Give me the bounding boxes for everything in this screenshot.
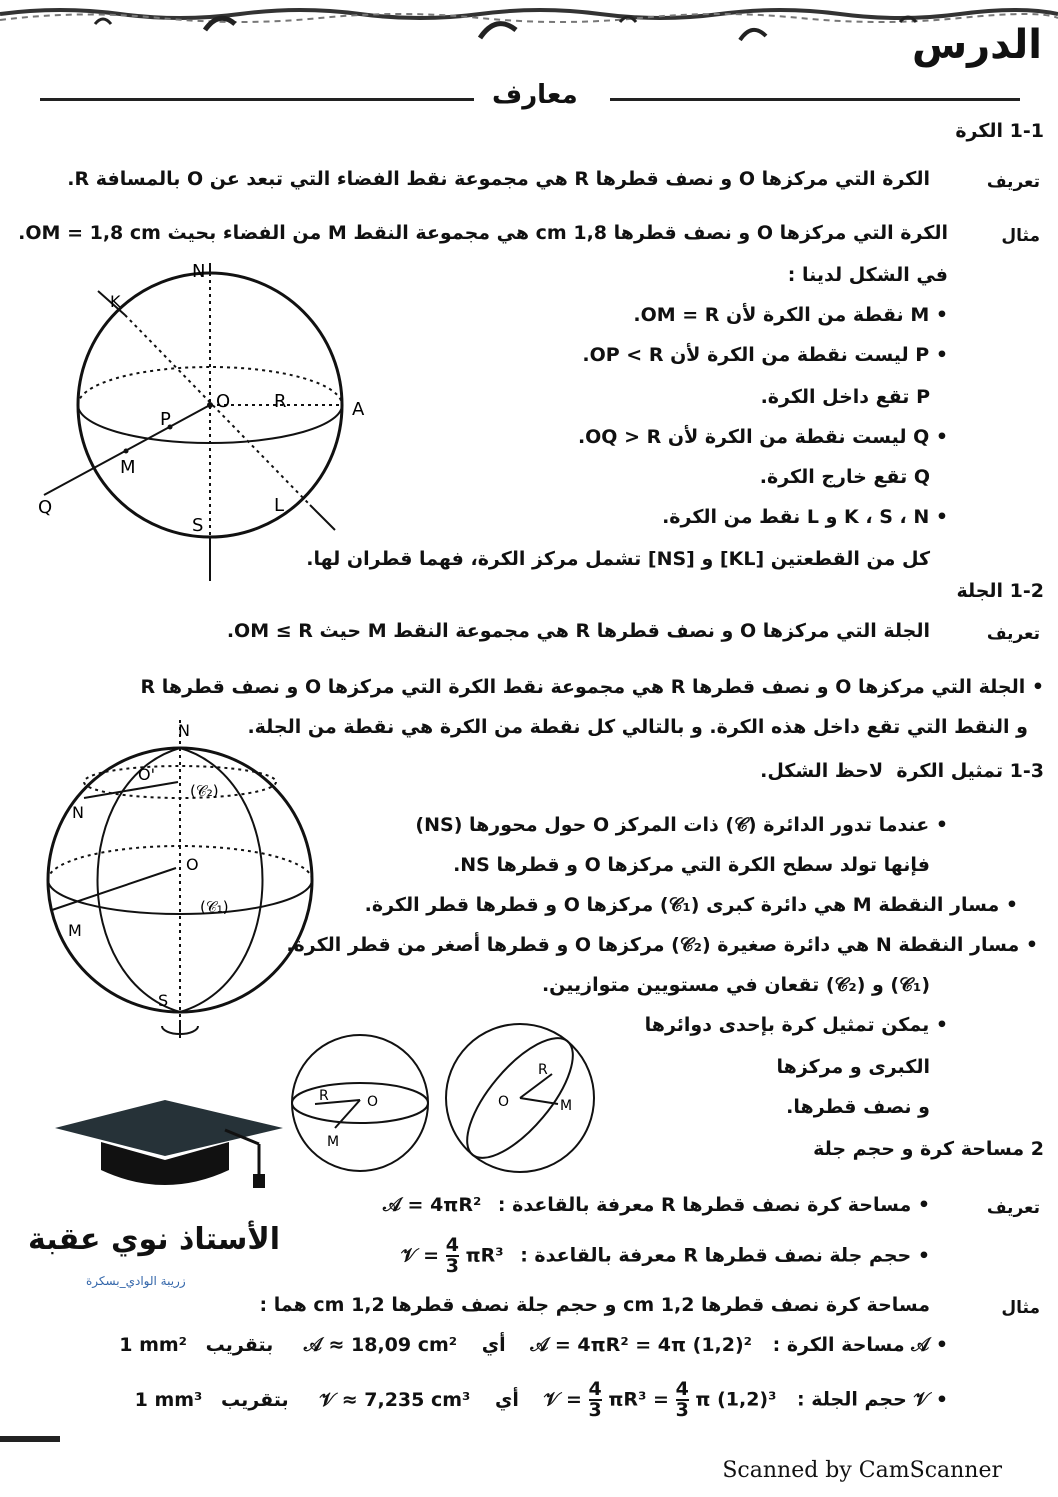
rotation-figure: [40, 720, 330, 1050]
label-o: O: [367, 1094, 379, 1110]
representation-line: • يمكن تمثيل كرة بإحدى دوائرها: [645, 1014, 948, 1036]
sphere-figure: [30, 255, 390, 585]
section-rule-right: [610, 98, 1020, 101]
label-m: M: [68, 921, 82, 940]
heading-area-volume: 2 مساحة كرة و حجم جلة: [813, 1138, 1044, 1160]
heading-representation: 1-3 تمثيل الكرة لاحظ الشكل.: [760, 760, 1044, 782]
label-n: N: [72, 803, 84, 822]
definition-label: تعريف: [986, 172, 1040, 192]
sphere-diameters: كل من القطعتين [KL] و [NS] تشمل مركز الكرة، فهما قطران لها.: [306, 548, 930, 570]
section-title: معارف: [492, 80, 578, 110]
teacher-signature: الأستاذ نوي عقبة: [28, 1222, 281, 1257]
example-label: مثال: [1001, 1298, 1040, 1318]
sphere-example: الكرة التي مركزها O و نصف قطرها 1,8 cm هي مجموعة النقط M من الفضاء بحيث OM = 1,8 cm.: [18, 222, 948, 244]
label-m: M: [120, 457, 136, 478]
lesson-title: الدرس: [911, 22, 1042, 68]
label-a: A: [352, 399, 365, 420]
label-o: O: [498, 1094, 510, 1110]
sphere-line: Q تقع خارج الكرة.: [759, 466, 930, 488]
graduation-cap-logo: [45, 1100, 290, 1210]
representation-line: فإنها تولد سطح الكرة التي مركزها O و قطرها NS.: [453, 854, 930, 876]
label-n: N: [192, 261, 206, 282]
representation-line: الكبرى و مركزها: [776, 1056, 930, 1078]
ball-note: • الجلة التي مركزها O و نصف قطرها R هي مجموعة نقط الكرة التي مركزها O و نصف قطرها R: [141, 676, 1045, 698]
representation-line: • عندما تدور الدائرة (𝒞) ذات المركز O حول محورها (NS): [415, 814, 948, 836]
label-n-top: N: [178, 721, 190, 740]
representation-line: • مسار النقطة N هي دائرة صغيرة (𝒞₂) مركزها O و قطرها أصغر من قطر الكرة.: [286, 934, 1038, 956]
volume-calculation: • 𝒱 حجم الجلة : 𝒱 = $\frac{4}{3}$ πR³ = $\frac{4}{3}$ π (1,2)³ أي 𝒱 ≈ 7,235 cm³ بتقريب 1 mm³: [135, 1380, 948, 1420]
decorative-border: [0, 0, 1058, 60]
sphere-small-figure: [285, 1028, 435, 1178]
label-r: R: [319, 1088, 329, 1104]
volume-definition: • حجم جلة نصف قطرها R معرفة بالقاعدة : 𝒱 = $\frac{4}{3}$ πR³: [401, 1236, 930, 1276]
sphere-definition: الكرة التي مركزها O و نصف قطرها R هي مجموعة نقط الفضاء التي تبعد عن O بالمسافة R.: [67, 168, 930, 190]
label-o: O: [186, 855, 199, 874]
label-l: L: [274, 495, 285, 516]
sphere-line: • Q ليست نقطة من الكرة لأن OQ > R.: [578, 426, 948, 448]
sphere-line: • P ليست نقطة من الكرة لأن OP < R.: [582, 344, 948, 366]
area-volume-example: مساحة كرة نصف قطرها 1,2 cm و حجم جلة نصف قطرها 1,2 cm هما :: [259, 1294, 930, 1316]
label-s: S: [158, 991, 169, 1010]
representation-line: • مسار النقطة M هي دائرة كبرى (𝒞₁) مركزها O و قطرها قطر الكرة.: [365, 894, 1018, 916]
definition-label: تعريف: [986, 1198, 1040, 1218]
label-c1: (𝒞₁): [200, 898, 229, 916]
label-m: M: [327, 1134, 340, 1150]
ball-note: و النقط التي تقع داخل هذه الكرة. و بالتالي كل نقطة من الكرة هي نقطة من الجلة.: [247, 716, 1028, 738]
label-p: P: [160, 409, 171, 430]
label-s: S: [192, 515, 204, 536]
label-r: R: [274, 391, 287, 412]
example-label: مثال: [1001, 226, 1040, 246]
teacher-location: زريبة الوادي_بسكرة: [86, 1274, 186, 1288]
label-m: M: [560, 1098, 573, 1114]
sphere-line: • K ، S ، N و L نقط من الكرة.: [662, 506, 948, 528]
sphere-line: P تقع داخل الكرة.: [760, 386, 930, 408]
label-o: O: [216, 391, 231, 412]
label-k: K: [110, 292, 121, 311]
scanner-footer: Scanned by CamScanner: [722, 1458, 1002, 1483]
sphere-tilted-figure: [440, 1018, 600, 1178]
section-rule-left: [40, 98, 474, 101]
volume-formula: 𝒱 = $\frac{4}{3}$ πR³: [400, 1234, 504, 1277]
area-definition: • مساحة كرة نصف قطرها R معرفة بالقاعدة : 𝒜 = 4πR²: [383, 1194, 930, 1216]
sphere-line: • M نقطة من الكرة لأن OM = R.: [633, 304, 948, 326]
area-calculation: • 𝒜 مساحة الكرة : 𝒜 = 4πR² = 4π (1,2)² أي 𝒜 ≈ 18,09 cm² بتقريب 1 mm²: [119, 1334, 948, 1356]
scan-edge: [0, 1436, 60, 1442]
definition-label: تعريف: [986, 624, 1040, 644]
label-c2: (𝒞₂): [190, 782, 219, 800]
label-r: R: [538, 1062, 548, 1078]
figure-intro: في الشكل لدينا :: [787, 264, 948, 286]
heading-ball: 1-2 الجلة: [956, 580, 1044, 602]
area-formula: 𝒜 = 4πR²: [382, 1194, 482, 1216]
label-o-prime: O': [138, 765, 155, 784]
representation-line: و نصف قطرها.: [786, 1096, 930, 1118]
label-q: Q: [38, 497, 53, 518]
heading-sphere: 1-1 الكرة: [955, 120, 1044, 142]
representation-line: (𝒞₁) و (𝒞₂) تقعان في مستويين متوازيين.: [541, 974, 930, 996]
ball-definition: الجلة التي مركزها O و نصف قطرها R هي مجموعة النقط M حيث OM ≤ R.: [226, 620, 930, 642]
